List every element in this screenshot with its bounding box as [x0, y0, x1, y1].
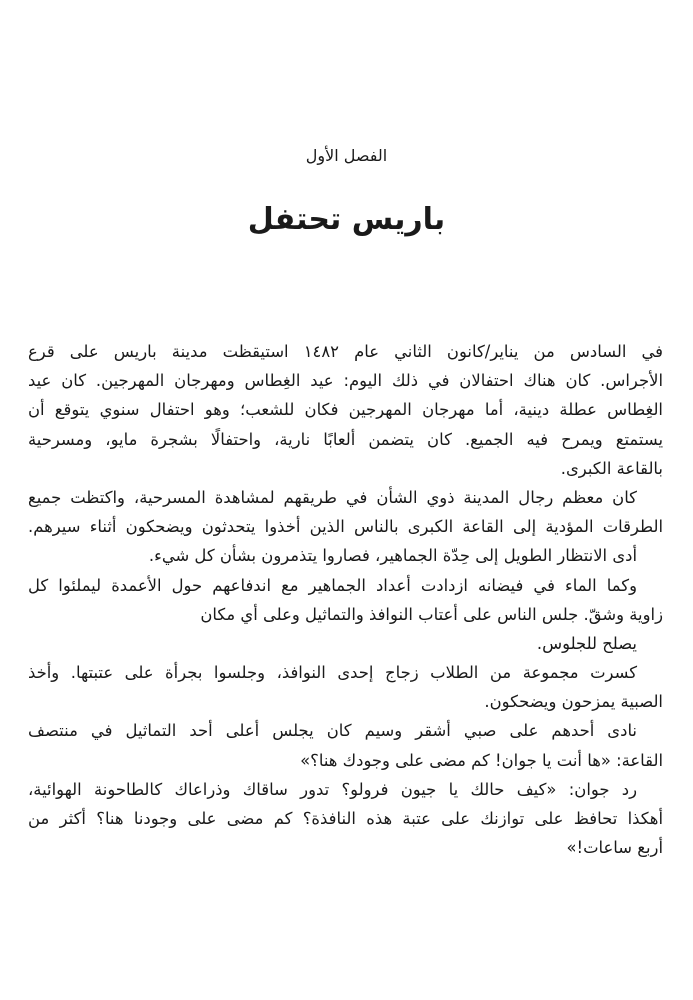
text-line: رد جوان: «كيف حالك يا جيون فرولو؟ تدور ساقاك وذراعاك كالطاحونة الهوائية،: [28, 779, 637, 799]
text-line: كسرت مجموعة من الطلاب زجاج إحدى النوافذ، وجلسوا بجرأة على عتبتها. وأخذ: [28, 663, 637, 683]
text-line: يستمتع ويمرح فيه الجميع. كان يتضمن ألعابًا نارية، واحتفالًا بشجرة مايو، ومسرحية: [28, 429, 663, 449]
text-line: الصبية يمزحون ويضحكون.: [484, 692, 663, 712]
text-line: زاوية وشقّ. جلس الناس على أعتاب النوافذ والتماثيل وعلى أي مكان: [200, 604, 663, 624]
text-line: كان معظم رجال المدينة ذوي الشأن في طريقهم لمشاهدة المسرحية، واكتظت جميع: [28, 487, 637, 507]
text-line: أدى الانتظار الطويل إلى حِدّة الجماهير، فصاروا يتذمرون بشأن كل شيء.: [148, 546, 637, 566]
text-line: الأجراس. كان هناك احتفالان في ذلك اليوم: عيد الغِطاس ومهرجان المهرجين. كان عيد: [28, 371, 663, 391]
chapter-body: [0, 337, 693, 862]
chapter-label: الفصل الأول: [305, 146, 388, 165]
text-line: يصلح للجلوس.: [536, 633, 637, 653]
text-line: القاعة: «ها أنت يا جوان! كم مضى على وجودك هنا؟»: [300, 750, 663, 770]
text-line: نادى أحدهم على صبي أشقر وسيم كان يجلس أعلى أحد التماثيل في منتصف: [28, 721, 637, 741]
text-line: وكما الماء في فيضانه ازدادت أعداد الجماهير مع اندفاعهم حول الأعمدة ليملئوا كل: [28, 575, 637, 595]
chapter-title: باريس تحتفل: [247, 202, 446, 237]
text-line: في السادس من يناير/كانون الثاني عام ١٤٨٢ استيقظت مدينة باريس على قرع: [28, 342, 663, 361]
text-line: بالقاعة الكبرى.: [560, 458, 663, 478]
text-line: الغِطاس عطلة دينية، أما مهرجان المهرجين فكان للشعب؛ وهو احتفال سنوي يتوقع أن: [28, 400, 663, 420]
text-line: أهكذا تحافظ على توازنك على عتبة هذه النافذة؟ كم مضى على وجودنا هنا؟ أكثر من: [28, 809, 663, 828]
text-line: الطرقات المؤدية إلى القاعة الكبرى بالناس الذين أخذوا يتحدثون ويضحكون أثناء سيرهم.: [28, 517, 663, 537]
text-line: أربع ساعات!»: [566, 838, 663, 858]
